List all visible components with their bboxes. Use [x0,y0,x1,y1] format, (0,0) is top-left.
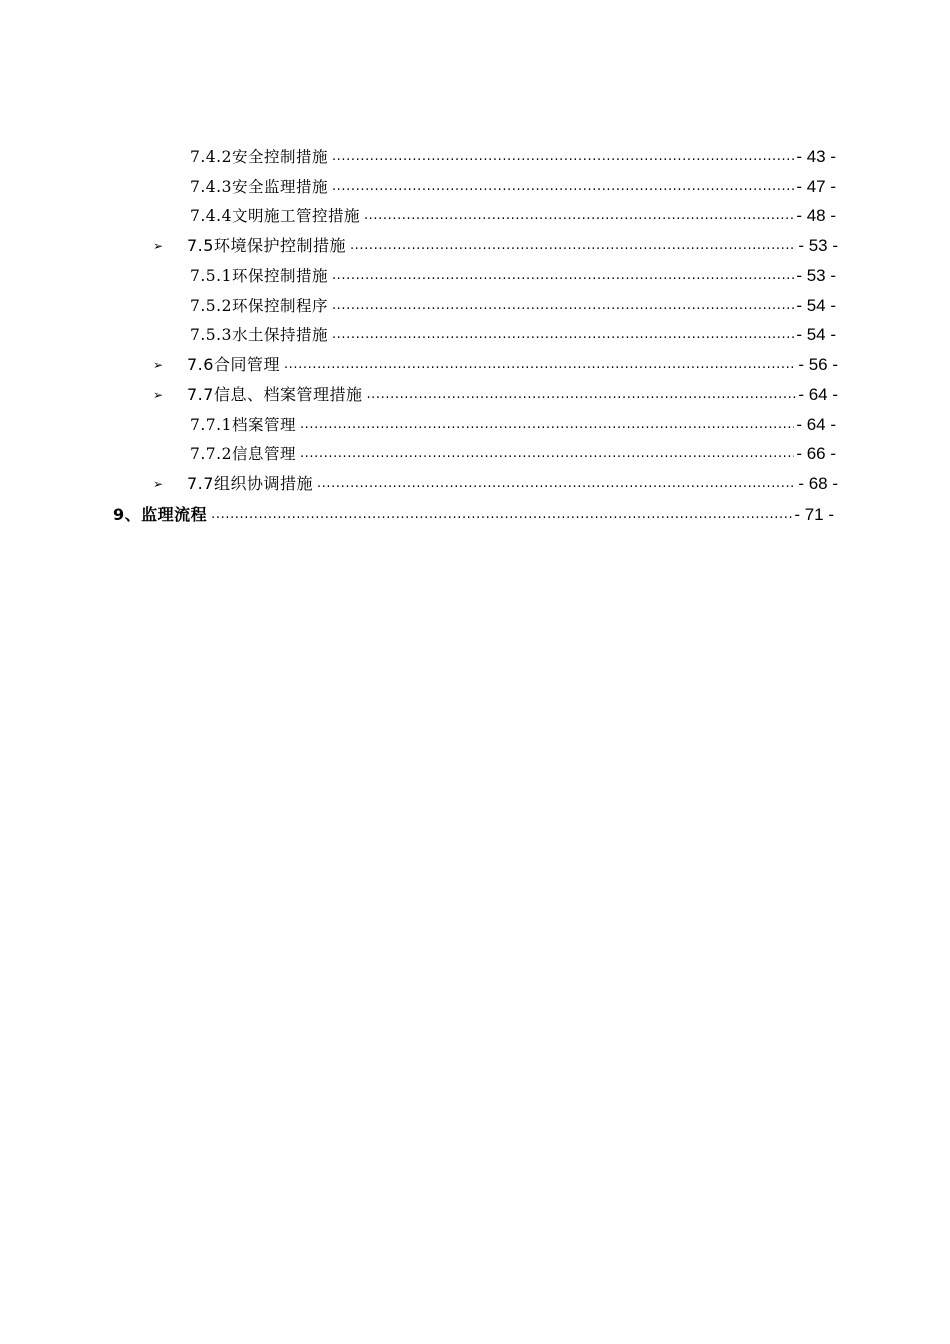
toc-entry[interactable] [190,440,836,468]
toc-page-number: - 64 - [798,385,838,404]
toc-leader-dots [364,202,794,230]
toc-entry-label: 7.7信息、档案管理措施 [187,385,363,404]
toc-leader-dots [211,501,792,529]
toc-entry-label: 7.5.3水土保持措施 [190,326,328,344]
toc-entry-label: 7.7.2信息管理 [190,445,296,463]
toc-page-number: - 43 - [796,147,836,166]
toc-leader-dots [332,321,794,349]
arrow-bullet-icon: ➢ [153,477,164,491]
toc-page-number: - 53 - [798,236,838,255]
toc-entry[interactable] [190,321,836,349]
toc-leader-dots [332,143,794,171]
toc-page-number: - 66 - [796,444,836,463]
toc-leader-dots [332,292,794,320]
toc-entry[interactable] [153,381,838,409]
toc-entry-label: 7.4.4文明施工管控措施 [190,207,360,225]
toc-leader-dots [284,351,796,379]
toc-entry[interactable] [190,202,836,230]
arrow-bullet-icon: ➢ [153,239,164,253]
toc-leader-dots [332,173,794,201]
toc-page-number: - 71 - [794,505,834,524]
toc-entry[interactable] [153,232,838,260]
toc-leader-dots [317,470,796,498]
toc-entry[interactable] [153,351,838,379]
toc-entry[interactable] [190,411,836,439]
toc-entry[interactable] [190,262,836,290]
toc-entry[interactable] [113,501,834,529]
toc-leader-dots [332,262,794,290]
toc-page-number: - 48 - [796,206,836,225]
toc-entry-label: 7.4.2安全控制措施 [190,148,328,166]
toc-entry[interactable] [190,292,836,320]
toc-leader-dots [350,232,796,260]
toc-leader-dots [300,411,794,439]
toc-page-number: - 64 - [796,415,836,434]
toc-entry-label: 7.5.1环保控制措施 [190,267,328,285]
toc-page-number: - 54 - [796,325,836,344]
toc-entry[interactable] [153,470,838,498]
toc-entry-label: 7.5.2环保控制程序 [190,297,328,315]
arrow-bullet-icon: ➢ [153,388,164,402]
toc-page-number: - 47 - [796,177,836,196]
toc-page-number: - 68 - [798,474,838,493]
toc-entry-label: 7.7组织协调措施 [187,474,313,493]
toc-leader-dots [300,440,794,468]
toc-entry[interactable] [190,173,836,201]
toc-entry-label: 7.7.1档案管理 [190,416,296,434]
toc-page-number: - 53 - [796,266,836,285]
toc-entry[interactable] [190,143,836,171]
arrow-bullet-icon: ➢ [153,358,164,372]
toc-page-number: - 54 - [796,296,836,315]
toc-leader-dots [366,381,796,409]
toc-entry-label: 9、监理流程 [113,505,208,524]
toc-page-number: - 56 - [798,355,838,374]
toc-entry-label: 7.5环境保护控制措施 [187,236,346,255]
toc-entry-label: 7.4.3安全监理措施 [190,178,328,196]
toc-entry-label: 7.6合同管理 [187,355,280,374]
